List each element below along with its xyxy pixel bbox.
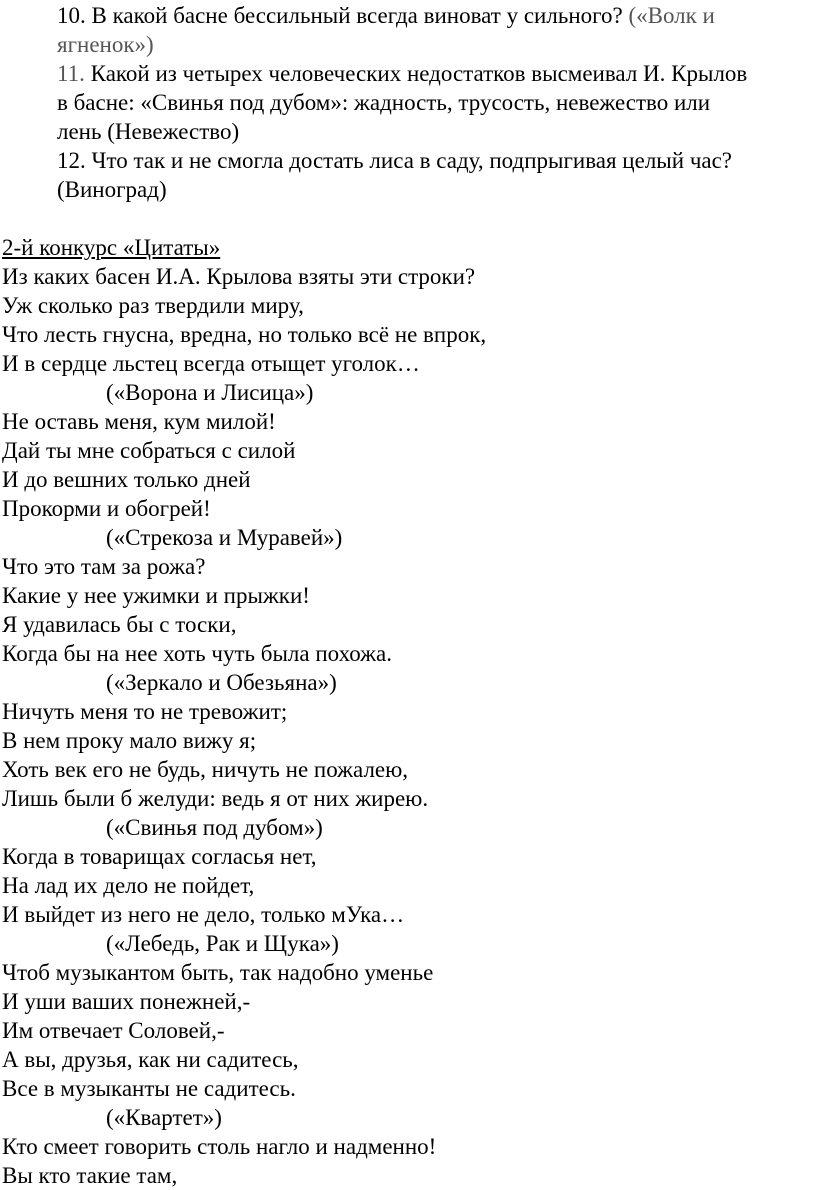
quote-line: И в сердце льстец всегда отыщет уголок…	[2, 351, 420, 376]
question-list	[0, 0, 816, 204]
contest-intro: Из каких басен И.А. Крылова взяты эти строки?	[2, 264, 476, 289]
quote-list	[2, 291, 816, 1190]
quote-line: Я удавилась бы с тоски,	[2, 612, 237, 637]
quote-answer: («Свинья под дубом»)	[106, 815, 323, 840]
quote-line: Не оставь меня, кум милой!	[2, 409, 276, 434]
quote-line: Какие у нее ужимки и прыжки!	[2, 583, 310, 608]
question-12-line-1	[57, 146, 796, 175]
quote-line: Вы кто такие там,	[2, 1163, 178, 1188]
quote-line: Все в музыканты не садитесь.	[2, 1076, 296, 1101]
question-answer: («Волк и	[628, 3, 715, 28]
quote-line: В нем проку мало вижу я;	[2, 728, 257, 753]
contest-section	[0, 233, 816, 1190]
quote-line: Уж сколько раз твердили миру,	[2, 293, 304, 318]
quote-block	[2, 842, 816, 958]
question-text: лень (Невежество)	[57, 119, 240, 144]
quote-answer: («Зеркало и Обезьяна»)	[106, 670, 337, 695]
question-text: В какой басне бессильный всегда виноват у сильного?	[91, 3, 623, 28]
question-11-line-1	[57, 59, 796, 88]
quote-line: Когда бы на нее хоть чуть была похожа.	[2, 641, 392, 666]
quote-line: И до вешних только дней	[2, 467, 251, 492]
quote-line: На лад их дело не пойдет,	[2, 873, 255, 898]
quote-answer: («Лебедь, Рак и Щука»)	[106, 931, 339, 956]
question-text: в басне: «Свинья под дубом»: жадность, трусость, невежество или	[57, 90, 711, 115]
quote-line: А вы, друзья, как ни садитесь,	[2, 1047, 299, 1072]
question-11	[57, 59, 796, 146]
quote-line: И выйдет из него не дело, только мУка…	[2, 902, 405, 927]
quote-line: И уши ваших понежней,-	[2, 989, 251, 1014]
quote-block	[2, 552, 816, 697]
quote-line: Чтоб музыкантом быть, так надобно уменье	[2, 960, 434, 985]
quote-line: Что лесть гнусна, вредна, но только всё не впрок,	[2, 322, 487, 347]
question-answer-continued: ягненок»)	[57, 32, 154, 57]
quote-line: Ничуть меня то не тревожит;	[2, 699, 288, 724]
quote-block	[2, 958, 816, 1132]
quote-line: Что это там за рожа?	[2, 554, 206, 579]
question-12	[57, 146, 796, 204]
quote-block	[2, 291, 816, 407]
quote-line: Лишь были б желуди: ведь я от них жирею.	[2, 786, 429, 811]
contest-heading: 2-й конкурс «Цитаты»	[2, 235, 221, 260]
question-text: Какой из четырех человеческих недостатков высмеивал И. Крылов	[90, 61, 748, 86]
spacer	[0, 204, 816, 233]
quote-answer: («Квартет»)	[106, 1105, 222, 1130]
quote-block	[2, 1132, 816, 1190]
question-number: 12.	[57, 148, 86, 173]
quote-line: Прокорми и обогрей!	[2, 496, 211, 521]
quote-line: Дай ты мне собраться с силой	[2, 438, 296, 463]
quote-line: Когда в товарищах согласья нет,	[2, 844, 317, 869]
question-number: 10.	[57, 3, 86, 28]
quote-block	[2, 407, 816, 552]
question-text: Что так и не смогла достать лиса в саду, подпрыгивая целый час?	[91, 148, 733, 173]
quote-line: Кто смеет говорить столь нагло и надменно!	[2, 1134, 437, 1159]
question-10	[57, 1, 796, 59]
question-number: 11.	[57, 61, 85, 86]
quote-block	[2, 697, 816, 842]
quote-line: Им отвечает Соловей,-	[2, 1018, 225, 1043]
question-answer: (Виноград)	[57, 177, 167, 202]
question-10-line-1	[57, 1, 796, 30]
quote-line: Хоть век его не будь, ничуть не пожалею,	[2, 757, 409, 782]
quote-answer: («Ворона и Лисица»)	[106, 380, 314, 405]
quote-answer: («Стрекоза и Муравей»)	[106, 525, 343, 550]
